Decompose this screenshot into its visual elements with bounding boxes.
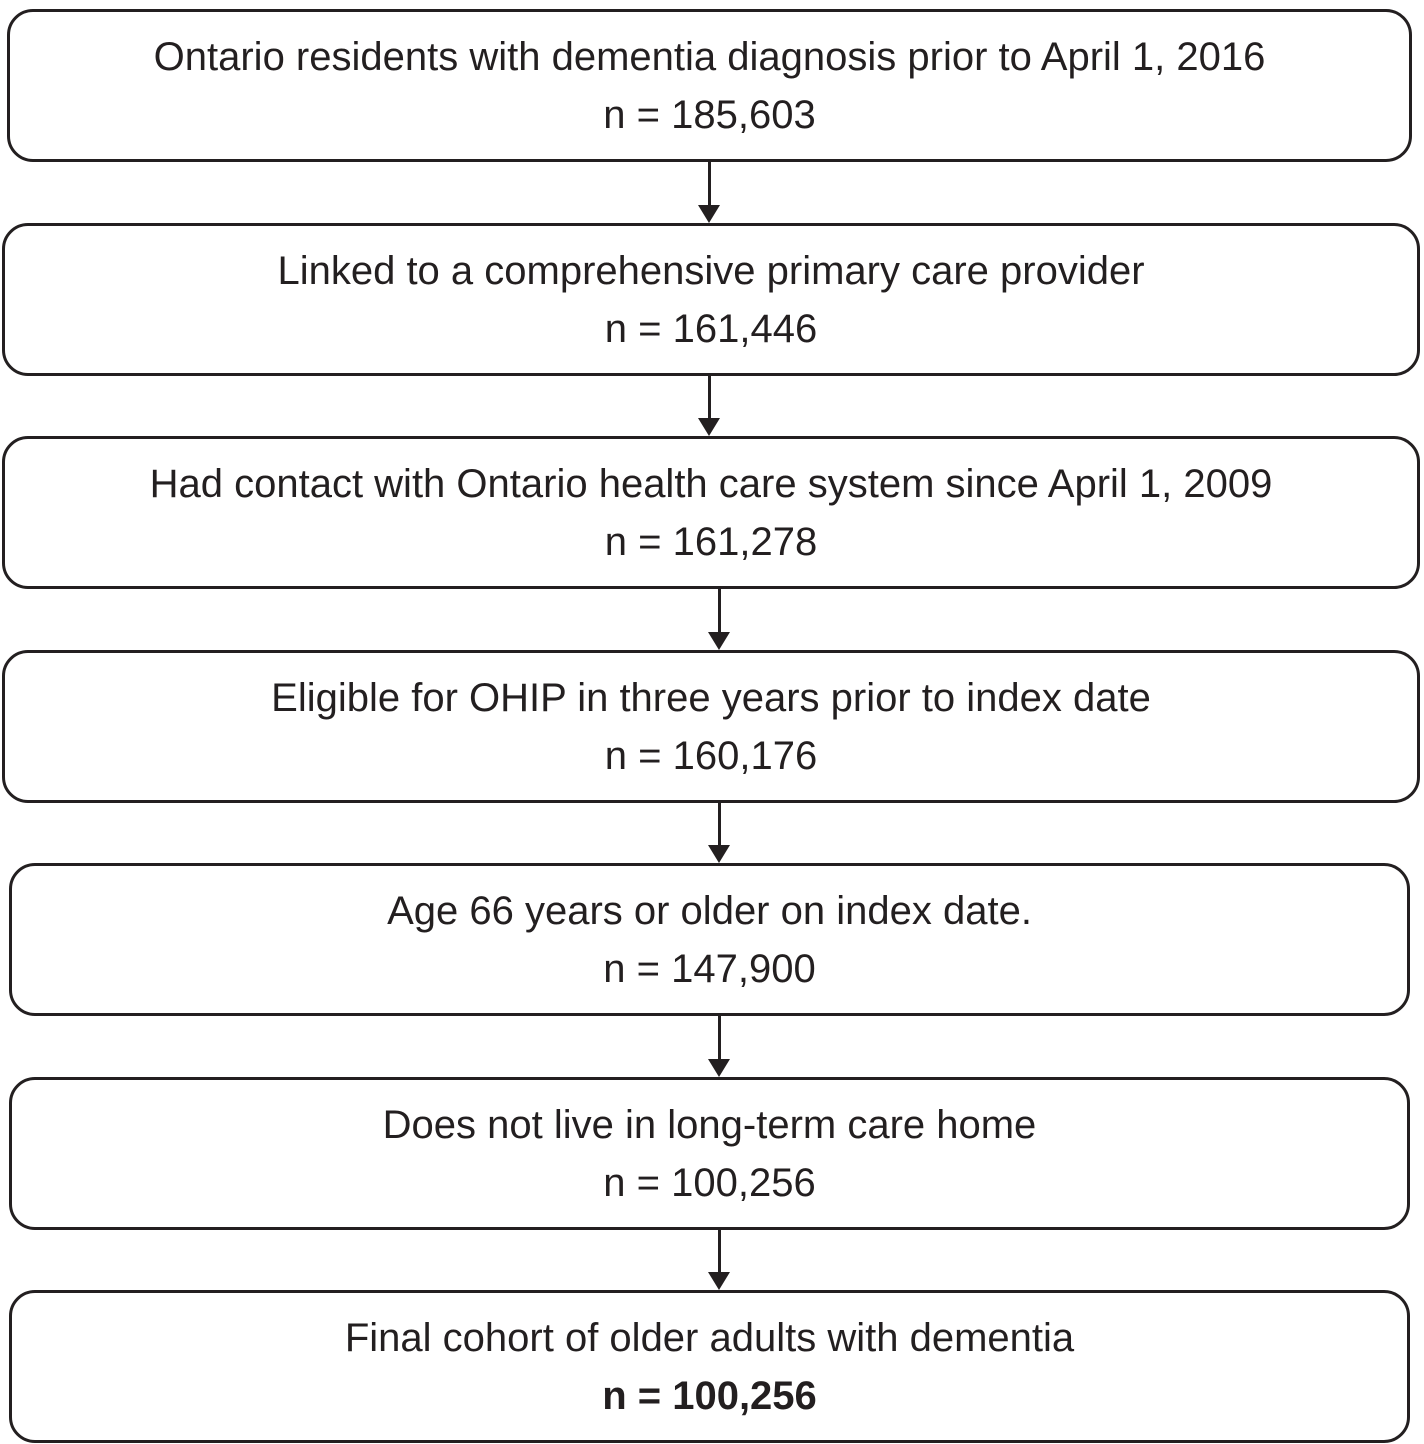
flow-step-3 xyxy=(2,436,1420,589)
step-label: Had contact with Ontario health care system since April 1, 2009 xyxy=(149,461,1273,506)
step-label: Final cohort of older adults with dementia xyxy=(344,1315,1075,1360)
step-count: n = 161,446 xyxy=(604,306,818,351)
arrow-down-icon xyxy=(698,376,722,436)
step-count: n = 160,176 xyxy=(604,733,818,778)
flow-step-5 xyxy=(9,863,1410,1016)
flow-step-6 xyxy=(9,1077,1410,1230)
flow-step-1 xyxy=(7,9,1412,162)
flow-step-4 xyxy=(2,650,1420,803)
arrow-down-icon xyxy=(698,162,722,223)
flow-step-2 xyxy=(2,223,1420,376)
step-label: Does not live in long-term care home xyxy=(382,1102,1037,1147)
step-label: Eligible for OHIP in three years prior to index date xyxy=(271,675,1151,720)
step-label: Linked to a comprehensive primary care provider xyxy=(277,248,1145,293)
flow-step-final xyxy=(9,1290,1410,1443)
step-count: n = 185,603 xyxy=(603,92,816,137)
step-label: Ontario residents with dementia diagnosis prior to April 1, 2016 xyxy=(153,34,1266,79)
final-count: n = 100,256 xyxy=(602,1373,817,1418)
step-count: n = 147,900 xyxy=(603,946,816,991)
arrow-down-icon xyxy=(708,803,732,863)
step-label: Age 66 years or older on index date. xyxy=(387,888,1032,933)
arrow-down-icon xyxy=(708,1230,732,1290)
step-count: n = 100,256 xyxy=(603,1160,816,1205)
step-count: n = 161,278 xyxy=(604,519,818,564)
arrow-down-icon xyxy=(708,1016,732,1077)
arrow-down-icon xyxy=(708,589,732,650)
